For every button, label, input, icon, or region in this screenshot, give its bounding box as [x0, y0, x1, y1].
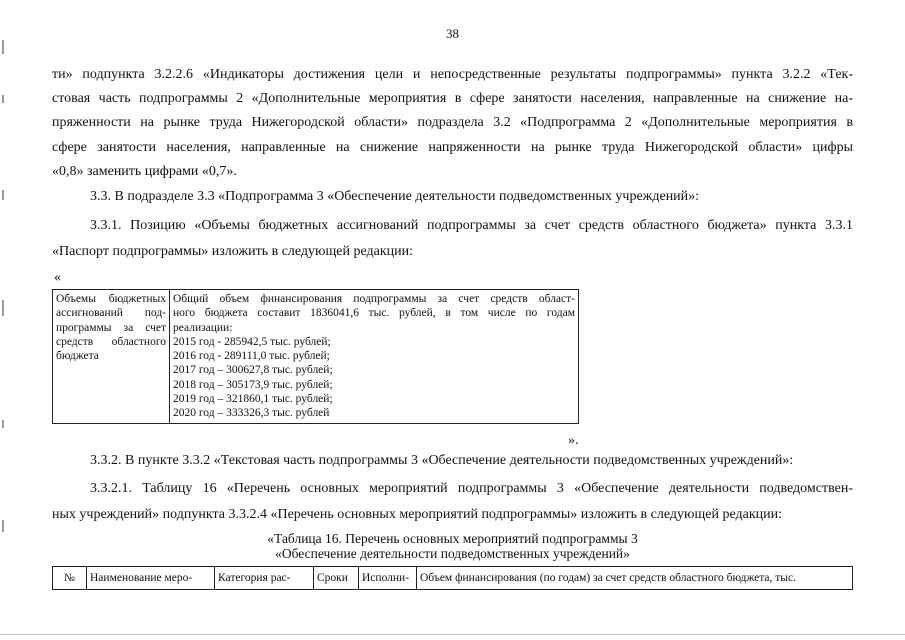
passport-year-2018: 2018 год – 305173,9 тыс. рублей; [173, 378, 333, 391]
header-number: № [53, 567, 87, 590]
closing-quote: ». [568, 433, 579, 448]
header-expense-category: Категория рас- [215, 567, 314, 590]
header-terms: Сроки [314, 567, 359, 590]
passport-value-cell [170, 290, 579, 424]
passport-year-2017: 2017 год – 300627,8 тыс. рублей; [173, 364, 333, 377]
opening-quote: « [54, 270, 61, 285]
passport-year-2020: 2020 год – 333326,3 тыс. рублей [173, 407, 330, 420]
paragraph-line: ти» подпункта 3.2.2.6 «Индикаторы достижения цели и непосредственные результаты подпрограммы» пункта 3.2.2 «Тек- [52, 67, 853, 82]
passport-label-line: Объемы бюджетных [56, 293, 166, 305]
scan-bottom-edge [0, 634, 905, 635]
header-funding-volume: Объем финансирования (по годам) за счет средств областного бюджета, тыс. [417, 567, 853, 590]
passport-year-2016: 2016 год - 289111,0 тыс. рублей; [173, 350, 330, 363]
paragraph-line: стовая часть подпрограммы 2 «Дополнительные мероприятия в сфере занятости населения, направленные на снижение на- [52, 91, 853, 106]
table16-title-line2: «Обеспечение деятельности подведомственных учреждений» [275, 546, 630, 561]
passport-table [52, 289, 579, 424]
paragraph-line: ных учреждений» подпункта 3.3.2.4 «Перечень основных мероприятий подпрограммы» изложить в следующей редакции: [52, 507, 782, 522]
header-activity-name: Наименование меро- [87, 567, 215, 590]
table16-header [52, 566, 853, 590]
passport-label-line: ассигнований под- [56, 307, 166, 320]
paragraph-line: 3.3.2.1. Таблицу 16 «Перечень основных мероприятий подпрограммы 3 «Обеспечение деятельности подведомствен- [90, 481, 853, 496]
table16-title-line1: «Таблица 16. Перечень основных мероприятий подпрограммы 3 [267, 531, 638, 546]
passport-value-line: ного бюджета составит 1836041,6 тыс. рублей, в том числе по годам [173, 307, 575, 320]
paragraph-line: пряженности на рынке труда Нижегородской области» подраздела 3.2 «Подпрограмма 2 «Дополнительные мероприятия в [52, 115, 853, 130]
passport-label-line: программы за счет [56, 321, 166, 334]
passport-year-2015: 2015 год - 285942,5 тыс. рублей; [173, 335, 331, 348]
paragraph-line: 3.3.1. Позицию «Объемы бюджетных ассигнований подпрограммы за счет средств областного бюджета» пункта 3.3.1 [90, 218, 853, 233]
passport-value-line: реализации: [173, 321, 233, 334]
paragraph-line: сфере занятости населения, направленные на снижение напряженности на рынке труда Нижегородской области» цифры [52, 140, 853, 155]
passport-year-2019: 2019 год – 321860,1 тыс. рублей; [173, 393, 333, 406]
header-executor: Исполни- [359, 567, 417, 590]
passport-label-line: средств областного [56, 335, 166, 348]
paragraph-line: «Паспорт подпрограммы» изложить в следующей редакции: [52, 244, 414, 259]
paragraph-line: «0,8» заменить цифрами «0,7». [52, 164, 237, 179]
section-heading-3-3: 3.3. В подразделе 3.3 «Подпрограмма 3 «Обеспечение деятельности подведомственных учреждений»: [90, 189, 700, 204]
page-number: 38 [446, 26, 459, 41]
passport-label-line: бюджета [56, 350, 99, 363]
passport-value-line: Общий объем финансирования подпрограммы за счет средств област- [173, 293, 575, 305]
passport-label-cell [53, 290, 170, 424]
paragraph-3-3-2: 3.3.2. В пункте 3.3.2 «Текстовая часть подпрограммы 3 «Обеспечение деятельности подведомственных учреждений»: [90, 453, 794, 468]
